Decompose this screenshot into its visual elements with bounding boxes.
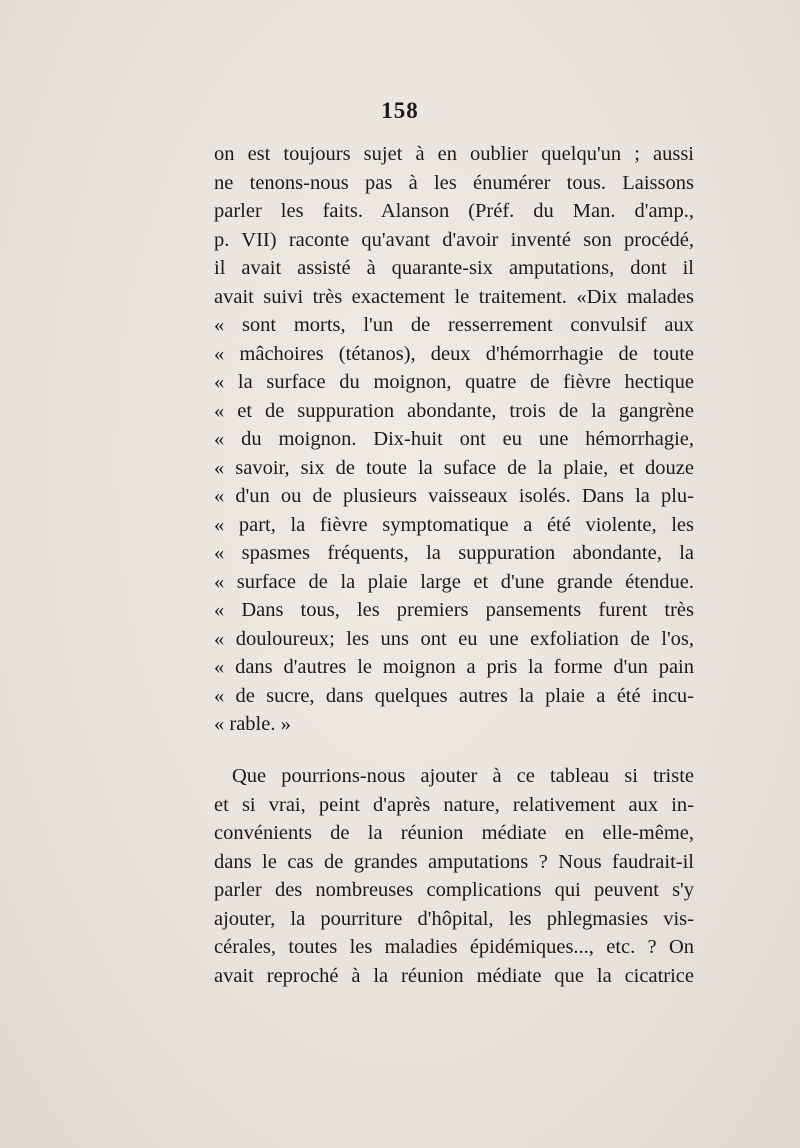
- text-line: on est toujours sujet à en oublier quelqu'un ; aussi: [214, 143, 694, 165]
- text-line: « Dans tous, les premiers pansements furent très: [214, 599, 694, 621]
- page-number: 158: [381, 98, 419, 123]
- text-line: « savoir, six de toute la suface de la plaie, et douze: [214, 456, 694, 479]
- text-line: parler les faits. Alanson (Préf. du Man. d'amp.,: [214, 200, 694, 222]
- text-line: avait suivi très exactement le traitement. «Dix malades: [214, 285, 694, 308]
- text-line: « de sucre, dans quelques autres la plaie a été incu-: [214, 684, 694, 707]
- text-line: « du moignon. Dix-huit ont eu une hémorrhagie,: [214, 428, 694, 450]
- text-line: dans le cas de grandes amputations ? Nous faudrait-il: [214, 850, 694, 873]
- text-line: « spasmes fréquents, la suppuration abondante, la: [214, 542, 694, 564]
- text-line: « sont morts, l'un de resserrement convulsif aux: [214, 314, 694, 336]
- paragraph-1: [214, 140, 694, 739]
- text-line: « part, la fièvre symptomatique a été violente, les: [214, 513, 694, 536]
- text-line: avait reproché à la réunion médiate que la cicatrice: [214, 964, 694, 987]
- text-line: parler des nombreuses complications qui peuvent s'y: [214, 879, 694, 901]
- text-line: il avait assisté à quarante-six amputations, dont il: [214, 257, 694, 279]
- paragraph-2: [214, 762, 694, 990]
- text-line: cérales, toutes les maladies épidémiques..., etc. ? On: [214, 936, 694, 958]
- text-line: « douloureux; les uns ont eu une exfoliation de l'os,: [214, 627, 694, 650]
- text-line: « d'un ou de plusieurs vaisseaux isolés. Dans la plu-: [214, 485, 694, 507]
- text-line: ne tenons-nous pas à les énumérer tous. Laissons: [214, 171, 694, 194]
- text-line: convénients de la réunion médiate en elle-même,: [214, 822, 694, 844]
- text-line: « et de suppuration abondante, trois de la gangrène: [214, 399, 694, 422]
- text-line: et si vrai, peint d'après nature, relativement aux in-: [214, 793, 694, 816]
- text-line: « dans d'autres le moignon a pris la forme d'un pain: [214, 656, 694, 678]
- text-line: « mâchoires (tétanos), deux d'hémorrhagie de toute: [214, 342, 694, 365]
- text-line: « la surface du moignon, quatre de fièvre hectique: [214, 371, 694, 393]
- text-line: « surface de la plaie large et d'une grande étendue.: [214, 570, 694, 593]
- text-line: p. VII) raconte qu'avant d'avoir inventé son procédé,: [214, 228, 694, 251]
- text-line: Que pourrions-nous ajouter à ce tableau si triste: [232, 765, 694, 787]
- text-line: ajouter, la pourriture d'hôpital, les phlegmasies vis-: [214, 907, 694, 930]
- text-line: « rable. »: [214, 713, 291, 735]
